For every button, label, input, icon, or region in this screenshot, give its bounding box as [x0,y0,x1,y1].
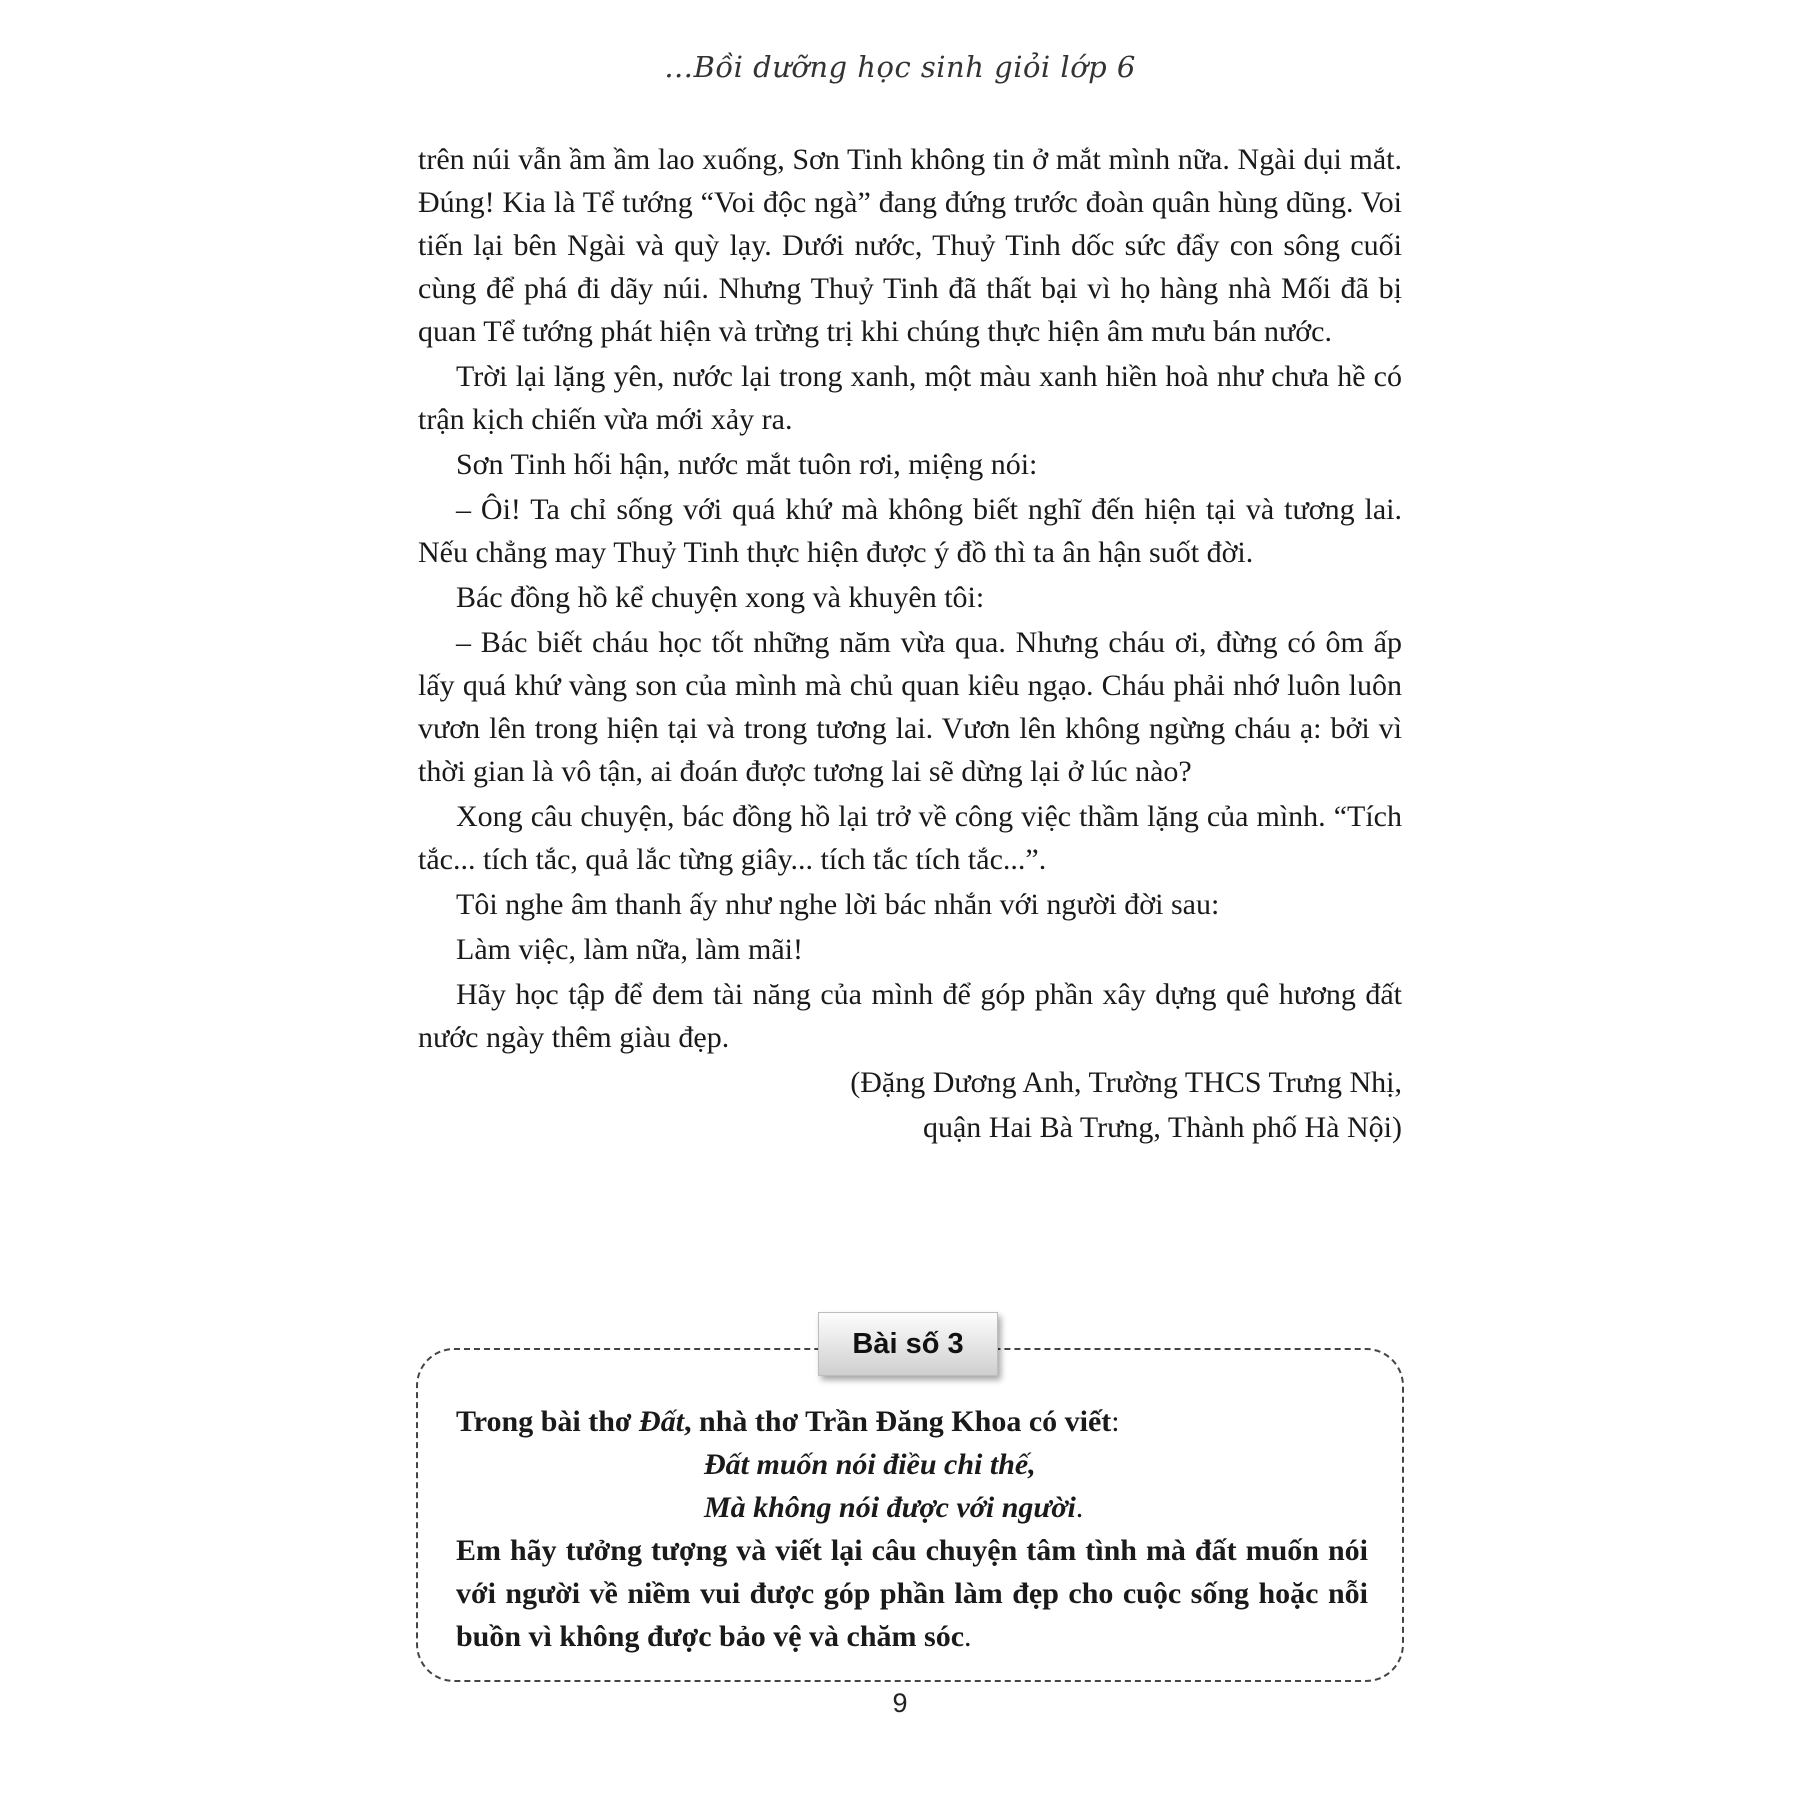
paragraph-3: Sơn Tinh hối hận, nước mắt tuôn rơi, miệng nói: [456,448,1038,481]
intro-colon: : [1111,1405,1120,1438]
page-number: 9 [892,1688,908,1718]
paragraph-2: Trời lại lặng yên, nước lại trong xanh, một màu xanh hiền hoà như chưa hề có trận kịch chiến vừa mới xảy ra. [418,360,1402,436]
verse-line-2-wrap [704,1486,1368,1529]
poem-title: Đất [639,1405,685,1438]
verse-line-2: Mà không nói được với người [704,1491,1076,1524]
verse-line-1: Đất muốn nói điều chi thế, [704,1448,1036,1481]
paragraph-6: – Bác biết cháu học tốt những năm vừa qua. Nhưng cháu ơi, đừng có ôm ấp lấy quá khứ vàng son của mình mà chủ quan kiêu ngạo. Cháu phải nhớ luôn luôn vươn lên trong hiện tại và trong tương lai. Vươn lên không ngừng cháu ạ: bởi vì thời gian là vô tận, ai đoán được tương lai sẽ dừng lại ở lúc nào? [418,626,1402,788]
exercise-intro [456,1400,1368,1443]
paragraph-10: Hãy học tập để đem tài năng của mình để góp phần xây dựng quê hương đất nước ngày thêm giàu đẹp. [418,978,1402,1054]
paragraph-5: Bác đồng hồ kể chuyện xong và khuyên tôi: [456,581,985,614]
task-end: . [964,1620,972,1653]
exercise-content [456,1400,1368,1658]
intro-before: Trong bài thơ [456,1405,640,1438]
running-header: …Bồi dưỡng học sinh giỏi lớp 6 [664,50,1136,84]
verse-end: . [1075,1491,1084,1524]
exercise-tab [818,1312,998,1376]
paragraph-9: Làm việc, làm nữa, làm mãi! [456,933,803,966]
paragraph-8: Tôi nghe âm thanh ấy như nghe lời bác nhắn với người đời sau: [456,888,1220,921]
source-line-2: quận Hai Bà Trưng, Thành phố Hà Nội) [922,1111,1402,1144]
exercise-tab-label: Bài số 3 [852,1327,964,1360]
body-text [418,138,1402,1151]
exercise-task [456,1529,1368,1658]
paragraph-4: – Ôi! Ta chỉ sống với quá khứ mà không biết nghĩ đến hiện tại và tương lai. Nếu chẳng may Thuỷ Tinh thực hiện được ý đồ thì ta ân hận suốt đời. [418,493,1402,569]
source-line-1: (Đặng Dương Anh, Trường THCS Trưng Nhị, [850,1066,1402,1099]
intro-after: , nhà thơ Trần Đăng Khoa có viết [684,1405,1112,1438]
paragraph-7: Xong câu chuyện, bác đồng hồ lại trở về công việc thầm lặng của mình. “Tích tắc... tích tắc, quả lắc từng giây... tích tắc tích tắc...”. [418,800,1402,876]
paragraph-1: trên núi vẫn ầm ầm lao xuống, Sơn Tinh không tin ở mắt mình nữa. Ngài dụi mắt. Đúng! Kia là Tể tướng “Voi độc ngà” đang đứng trước đoàn quân hùng dũng. Voi tiến lại bên Ngài và quỳ lạy. Dưới nước, Thuỷ Tinh dốc sức đẩy con sông cuối cùng để phá đi dãy núi. Nhưng Thuỷ Tinh đã thất bại vì họ hàng nhà Mối đã bị quan Tể tướng phát hiện và trừng trị khi chúng thực hiện âm mưu bán nước. [418,143,1402,348]
task-text: Em hãy tưởng tượng và viết lại câu chuyện tâm tình mà đất muốn nói với người về niềm vui được góp phần làm đẹp cho cuộc sống hoặc nỗi buồn vì không được bảo vệ và chăm sóc [456,1534,1368,1653]
